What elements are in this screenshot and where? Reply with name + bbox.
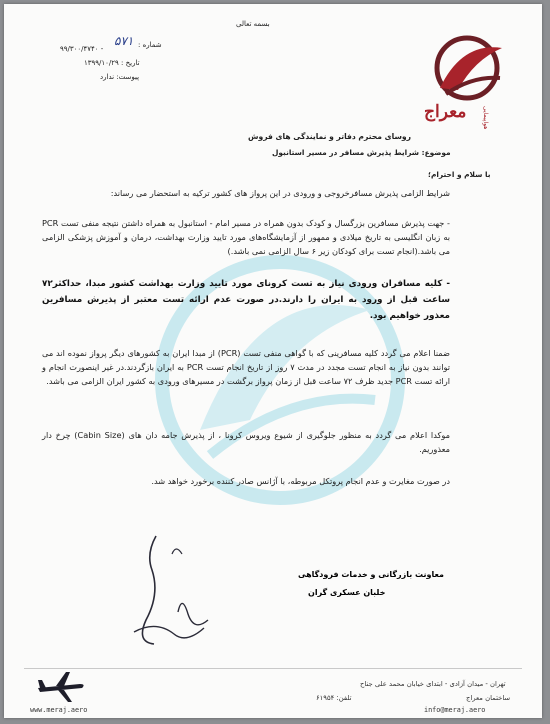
airplane-icon xyxy=(36,668,86,704)
letter-number-label: شماره : xyxy=(138,41,162,49)
meraj-logo xyxy=(422,32,512,132)
footer-website[interactable]: www.meraj.aero xyxy=(30,706,88,714)
paragraph-1: - جهت پذیرش مسافرین بزرگسال و کودک بدون همراه در مسیر امام - استانبول به همراه داشتن نتیجه منفی تست PCR به زبان انگلیسی به تاریخ میلادی و ممهور از آزمایشگاه‌های مورد تایید وزارت بهداشت، درمان و آموزش پزشکی الزامی می باشد.(انجام تست برای کودکان زیر ۶ سال الزامی نمی باشد.) xyxy=(42,218,450,256)
signatory-title: معاونت بازرگانی و خدمات فرودگاهی xyxy=(298,570,444,579)
signatory-name: خلبان عسکری گران xyxy=(308,588,386,597)
intro-paragraph: شرایط الزامی پذیرش مسافرخروجی و ورودی در این پرواز های کشور ترکیه به استحضار می رساند: xyxy=(110,188,450,198)
letter-number: ۹۹/۳۰۰/۴۷۴۰ - xyxy=(60,45,104,53)
paragraph-2: - کلیه مسافران ورودی نیاز به تست کرونای مورد تایید وزارت بهداشت کشور مبدا، حداکثر۷۲ ساعت قبل از ورود به ایران را دارند.در صورت عدم ارائه تست معتبر از پذیرش مسافرین معذور خواهیم بود. xyxy=(42,279,450,321)
letter-attachment: پیوست: ندارد xyxy=(100,73,140,81)
basmala: بسمه تعالی xyxy=(236,20,270,28)
footer-address: تهران - میدان آزادی - ابتدای خیابان محمد علی جناح xyxy=(360,680,506,688)
paragraph-4: موکدا اعلام می گردد به منظور جلوگیری از شیوع ویروس کرونا ، از پذیرش جامه دان های (Cabin Size) چرخ دار معذوریم. xyxy=(42,430,451,454)
letter-page xyxy=(4,4,542,718)
footer-phone: تلفن: ۶۱۹۵۴ xyxy=(316,694,352,702)
letter-number-handwritten: ۵۷۱ xyxy=(114,34,134,48)
paragraph-3: ضمنا اعلام می گردد کلیه مسافرینی که با گواهی منفی تست (PCR) از مبدا ایران به کشورهای دیگر پرواز نموده اند می توانند بدون نیاز به انجام تست مجدد در مدت ۷ روز از تاریخ انجام تست PCR به ایران بازگردند.در غیر اینصورت انجام و ارائه تست PCR جدید ظرف ۷۲ ساعت قبل از زمان پرواز برگشت در مسیرهای ورودی به کشور ایران الزامی می باشد. xyxy=(42,348,450,386)
footer-divider xyxy=(24,668,522,669)
handwritten-signature xyxy=(116,524,226,664)
paragraph-5: در صورت مغایرت و عدم انجام پروتکل مربوطه، با آژانس صادر کننده برخورد خواهد شد. xyxy=(151,476,450,486)
letter-date: تاریخ : ۱۳۹۹/۱۰/۲۹ xyxy=(84,59,140,67)
footer-email[interactable]: info@meraj.aero xyxy=(424,706,486,714)
logo-brand-text: معراج xyxy=(424,102,467,122)
footer-building: ساختمان معراج xyxy=(466,694,511,702)
logo-wing-icon xyxy=(422,32,512,104)
addressee: روسای محترم دفاتر و نمایندگی های فروش xyxy=(248,132,412,141)
subject: موضوع: شرایط پذیرش مسافر در مسیر استانبول xyxy=(272,148,451,157)
logo-brand-sub: هواپیمایی xyxy=(482,106,489,130)
greeting: با سلام و احترام؛ xyxy=(428,170,491,179)
